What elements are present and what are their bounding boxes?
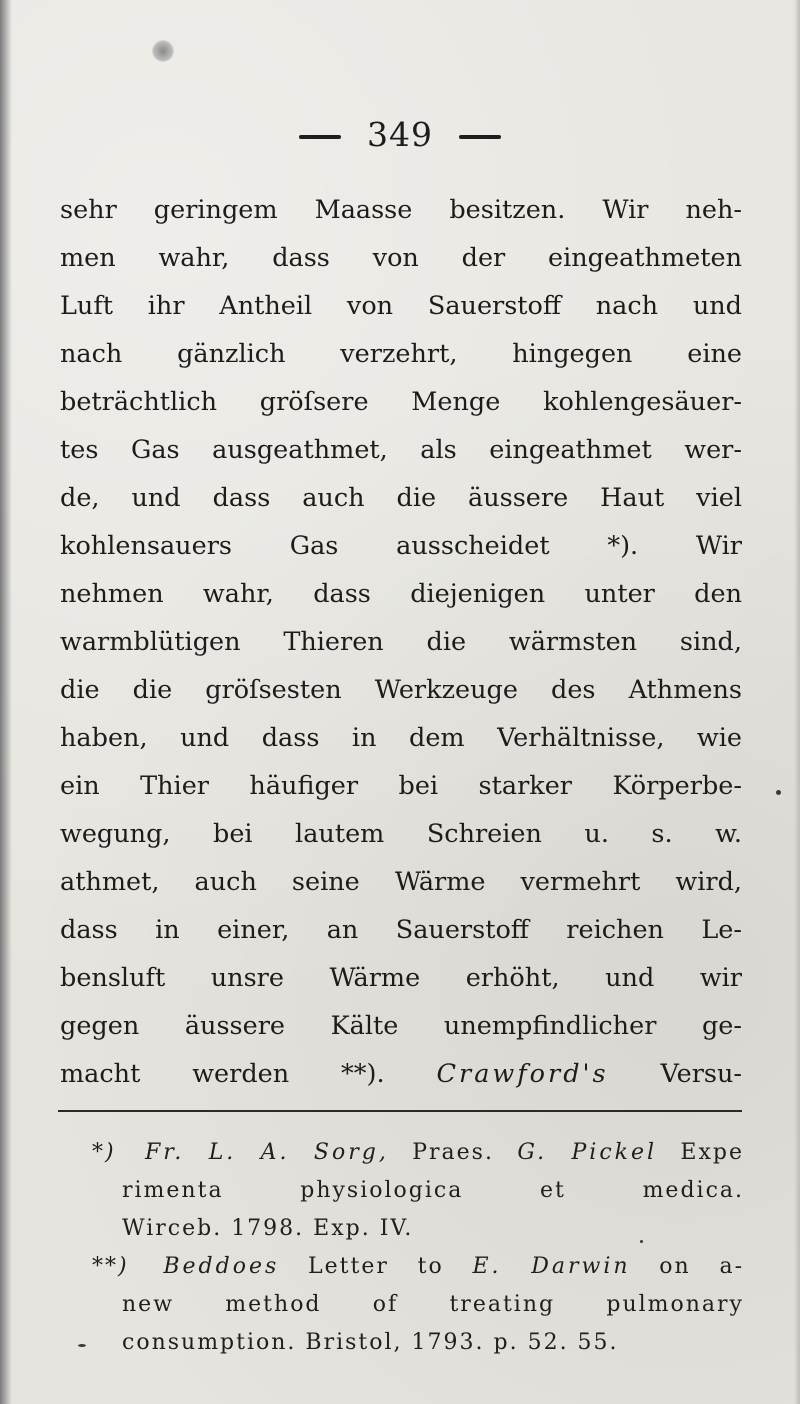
text-line: tes Gas ausgeathmet, als eingeathmet wer- <box>60 435 742 465</box>
footnote-author: Beddoes <box>163 1254 280 1279</box>
footnote-2-line-2: new method of treating pulmonary <box>122 1292 744 1317</box>
author-name-italic: Crawford's <box>436 1059 609 1089</box>
text-line: warmblütigen Thieren die wärmsten sind, <box>60 627 742 657</box>
text-line: sehr geringem Maasse besitzen. Wir neh- <box>60 195 742 225</box>
text-line: men wahr, dass von der eingeathmeten <box>60 243 742 273</box>
header-dash-left <box>299 135 341 139</box>
paper-speck <box>78 1344 86 1347</box>
text-line: beträchtlich gröſsere Menge kohlengesäuer- <box>60 387 742 417</box>
footnote-text: on a- <box>659 1254 744 1279</box>
text-line: Luft ihr Antheil von Sauerstoff nach und <box>60 291 742 321</box>
footnotes <box>92 1134 744 1362</box>
footnote-author: Fr. L. A. Sorg, <box>144 1140 389 1165</box>
text-line: wegung, bei lautem Schreien u. s. w. <box>60 819 742 849</box>
paper-speck <box>776 790 781 795</box>
footnote-1-line-3: Wirceb. 1798. Exp. IV. <box>122 1216 414 1241</box>
footnote-1-line-2: rimenta physiologica et medica. <box>122 1178 744 1203</box>
text-line: bensluft unsre Wärme erhöht, und wir <box>60 963 742 993</box>
text-line-last <box>60 1050 742 1098</box>
page-number: 349 <box>367 114 433 154</box>
text-line: dass in einer, an Sauerstoff reichen Le- <box>60 915 742 945</box>
last-line-end: Versu- <box>660 1059 743 1089</box>
footnote-2-line-1 <box>92 1248 744 1286</box>
footnote-text: Praes. <box>412 1140 494 1165</box>
text-line: de, und dass auch die äussere Haut viel <box>60 483 742 513</box>
text-line: athmet, auch seine Wärme vermehrt wird, <box>60 867 742 897</box>
footnote-text: Letter to <box>308 1254 444 1279</box>
paper-speck <box>640 1240 643 1243</box>
footnote-author: E. Darwin <box>472 1254 631 1279</box>
last-line-start: macht werden **). <box>60 1059 385 1089</box>
footnote-mark: **) <box>92 1254 129 1279</box>
paper-hole-mark <box>152 40 174 62</box>
text-line: ein Thier häufiger bei starker Körperbe- <box>60 771 742 801</box>
text-line: haben, und dass in dem Verhältnisse, wie <box>60 723 742 753</box>
footnote-text: Expe <box>680 1140 744 1165</box>
text-line: nehmen wahr, dass diejenigen unter den <box>60 579 742 609</box>
body-text <box>60 186 742 1098</box>
text-line: kohlensauers Gas ausscheidet *). Wir <box>60 531 742 561</box>
header-dash-right <box>459 135 501 139</box>
footnote-2-line-3: consumption. Bristol, 1793. p. 52. 55. <box>122 1330 619 1355</box>
text-line: nach gänzlich verzehrt, hingegen eine <box>60 339 742 369</box>
text-line: die die gröſsesten Werkzeuge des Athmens <box>60 675 742 705</box>
footnote-mark: *) <box>92 1140 116 1165</box>
footnote-author: G. Pickel <box>517 1140 658 1165</box>
page-edge <box>794 0 800 1404</box>
page-header <box>0 112 800 156</box>
text-line: gegen äussere Kälte unempfindlicher ge- <box>60 1011 742 1041</box>
binding-shadow <box>0 0 12 1404</box>
footnote-divider <box>58 1110 742 1112</box>
footnote-1-line-1 <box>92 1134 744 1172</box>
